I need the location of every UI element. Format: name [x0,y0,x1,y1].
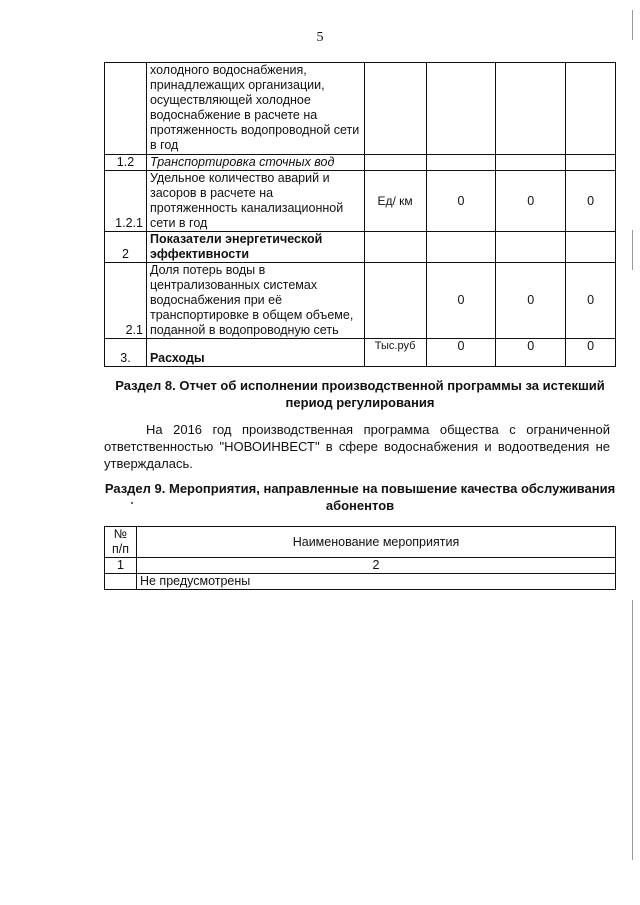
indicator-name: Расходы [146,339,364,367]
value-cell: 0 [566,339,616,367]
table-row [105,155,616,171]
indicator-name: холодного водоснабжения, принадлежащих организации, осуществляющей холодное водоснабжение в расчете на протяженность водопроводной сети в год [146,63,364,155]
header-number: № п/п [105,527,137,558]
scan-edge-mark [632,230,633,270]
page-number: 5 [316,30,324,45]
indicators-table [104,62,616,367]
header-name: Наименование мероприятия [136,527,615,558]
value-cell: 0 [496,171,566,232]
section-8-heading: Раздел 8. Отчет об исполнении производственной программы за истекший период регулирования [115,378,605,410]
column-index: 1 [105,558,137,574]
value-cell: 0 [566,263,616,339]
value-cell [496,155,566,171]
value-cell [566,155,616,171]
indicator-name: Транспортировка сточных вод [146,155,364,171]
unit-cell [364,232,426,263]
scan-speck [131,502,133,504]
unit-cell [364,155,426,171]
value-cell: 0 [496,339,566,367]
measure-name: Не предусмотрены [136,574,615,590]
unit-cell: Тыс.руб [364,339,426,367]
value-cell: 0 [496,263,566,339]
unit-cell: Ед/ км [364,171,426,232]
unit-cell [364,63,426,155]
value-cell: 0 [426,339,496,367]
unit-cell [364,263,426,339]
table-index-row [105,558,616,574]
table-row [105,232,616,263]
row-number [105,63,147,155]
table-header-row [105,527,616,558]
table-row [105,574,616,590]
table-row [105,63,616,155]
row-number: 1.2.1 [105,171,147,232]
measures-table [104,526,616,590]
table-row [105,263,616,339]
value-cell [566,232,616,263]
row-number [105,574,137,590]
row-number: 1.2 [105,155,147,171]
scan-edge-mark [632,10,633,40]
value-cell [496,63,566,155]
row-number: 2.1 [105,263,147,339]
value-cell [426,232,496,263]
value-cell: 0 [566,171,616,232]
value-cell [496,232,566,263]
value-cell [426,155,496,171]
indicator-name: Показатели энергетической эффективности [146,232,364,263]
indicator-name: Доля потерь воды в централизованных системах водоснабжения при её транспортировке в общем объеме, поданной в водопроводную сеть [146,263,364,339]
value-cell [566,63,616,155]
value-cell [426,63,496,155]
row-number: 2 [105,232,147,263]
scan-edge-mark [632,600,633,860]
table-row [105,339,616,367]
table-row [105,171,616,232]
value-cell: 0 [426,171,496,232]
section-8-paragraph: На 2016 год производственная программа общества с ограниченной ответственностью "НОВОИНВЕСТ" в сфере водоснабжения и водоотведения не утверждалась. [104,422,610,471]
indicator-name: Удельное количество аварий и засоров в расчете на протяженность канализационной сети в год [146,171,364,232]
column-index: 2 [136,558,615,574]
row-number: 3. [105,339,147,367]
value-cell: 0 [426,263,496,339]
section-9-heading: Раздел 9. Мероприятия, направленные на повышение качества обслуживания абонентов [104,481,616,513]
